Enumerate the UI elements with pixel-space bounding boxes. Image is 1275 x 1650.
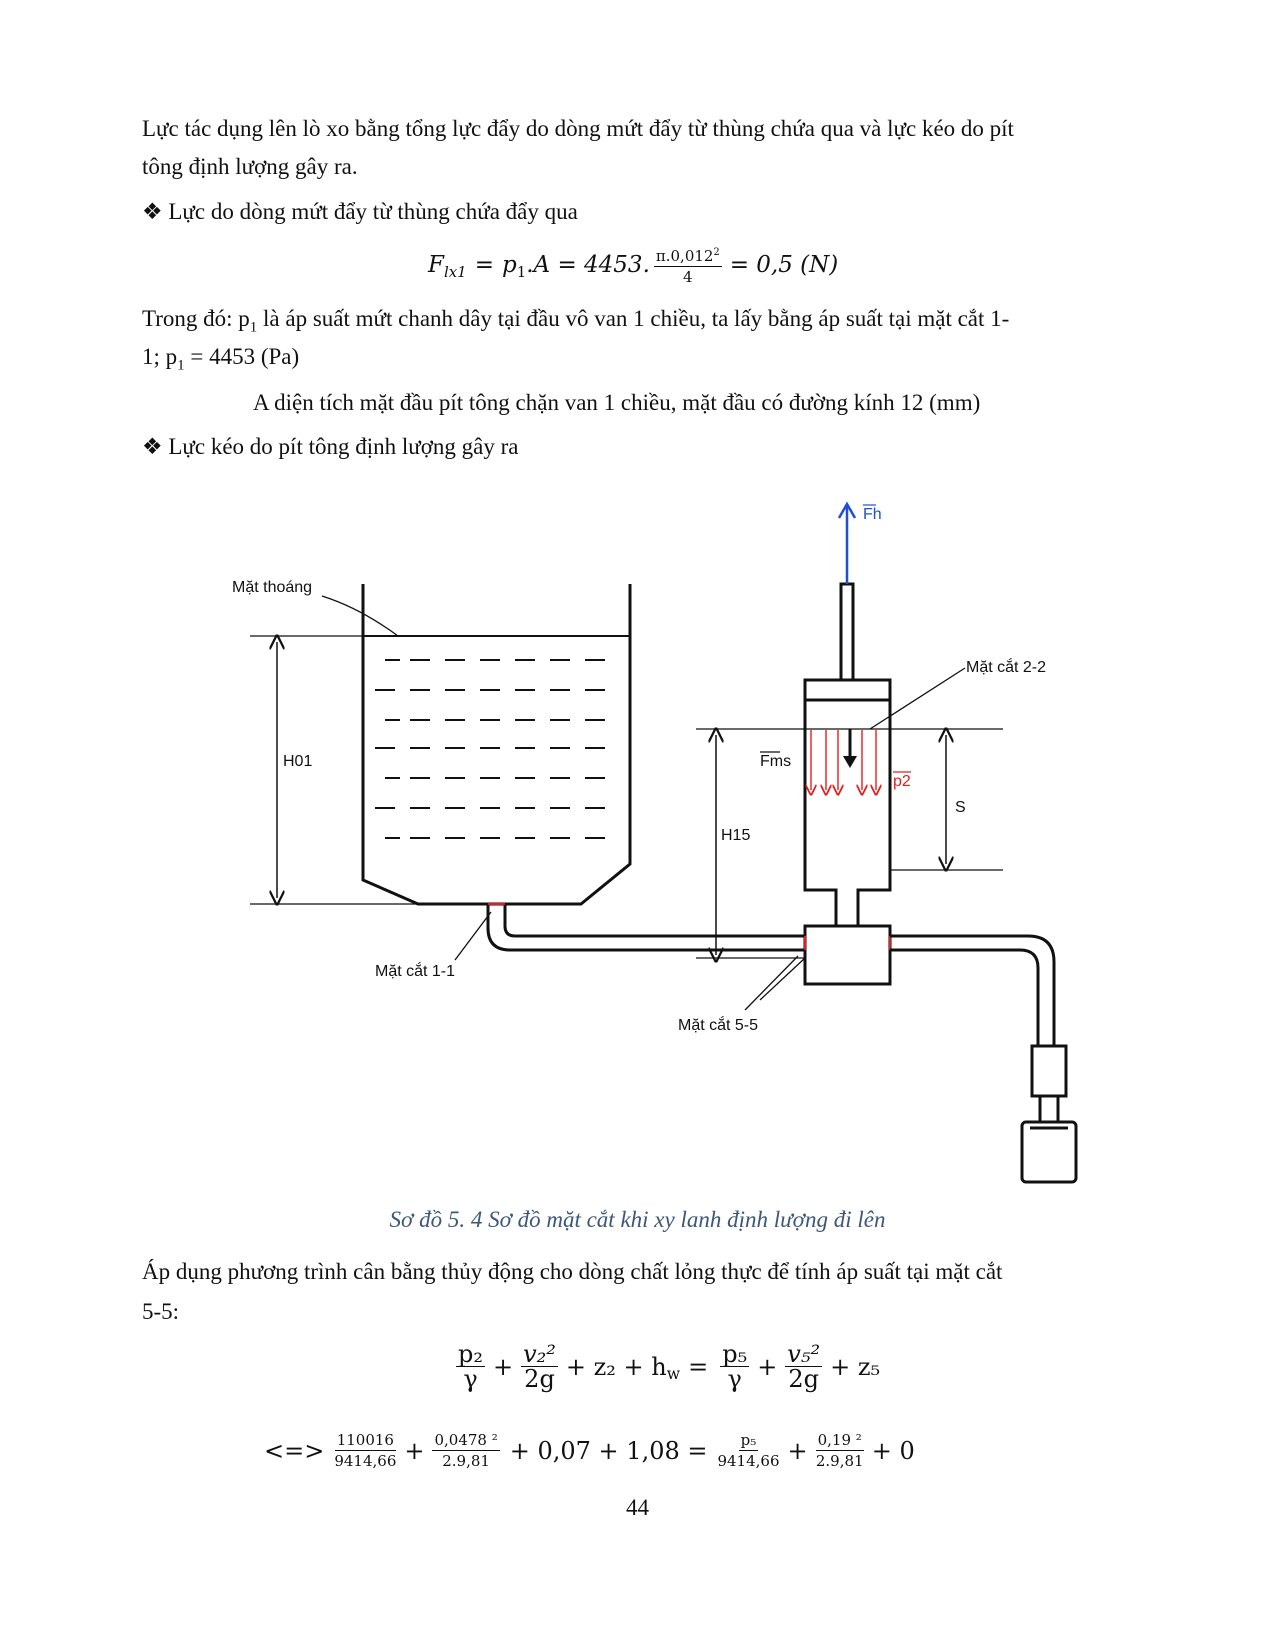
- eq-fraction: $\frac{\text{v₅²}}{2g}$: [787, 1340, 821, 1393]
- piston: [805, 680, 890, 700]
- eq-subscript: 1: [516, 263, 527, 281]
- liquid-fill: [375, 660, 605, 838]
- eq-term: .A = 4453.: [526, 252, 650, 278]
- eq-fraction: $\frac{\pi.0,012^2}{4}$: [654, 243, 722, 287]
- pipe-outer: [488, 904, 805, 950]
- paragraph-line: 1; $p_1 = 4453$ (Pa): [142, 344, 300, 374]
- eq-fraction: $\frac{\text{p₅}}{\gamma}$: [722, 1340, 748, 1393]
- diamond-bullet-icon: ❖: [142, 434, 163, 459]
- bullet-text: Lực do dòng mứt đẩy từ thùng chứa đẩy qua: [168, 199, 578, 224]
- eq-fraction: $\frac{\text{0,19 ²}}{2.9,81}$: [815, 1431, 864, 1470]
- label-fh: Fh: [863, 506, 882, 523]
- label-fms: Fms: [760, 753, 792, 770]
- paragraph-line: Lực tác dụng lên lò xo bằng tổng lực đẩy do dòng mứt đẩy từ thùng chứa qua và lực kéo do pít: [142, 116, 1014, 141]
- tank-outline: [363, 584, 630, 904]
- nozzle-body: [1032, 1046, 1066, 1096]
- piston-rod: [841, 584, 853, 680]
- paragraph-line: Áp dụng phương trình cân bằng thủy động cho dòng chất lỏng thực để tính áp suất tại mặt cắt: [142, 1259, 1003, 1284]
- label-h15: H15: [721, 827, 751, 844]
- paragraph-line: 5-5:: [142, 1299, 180, 1324]
- pipe-inner: [505, 904, 805, 936]
- label-cut-1-1: Mặt cắt 1-1: [375, 963, 456, 980]
- paragraph-line: tông định lượng gây ra.: [142, 154, 358, 179]
- eq-operator: =: [474, 252, 494, 278]
- eq-fraction: $\frac{\text{p₂}}{\gamma}$: [458, 1340, 483, 1393]
- pressure-arrows: [811, 730, 876, 790]
- label-p2: p2: [893, 773, 911, 790]
- container: [1022, 1122, 1076, 1182]
- eq-fraction: $\frac{110016}{9414,66}$: [334, 1431, 397, 1470]
- equation-bernoulli: $\frac{\text{p₂}}{\gamma}$ + $\frac{\text{v₂²}}{2g}$ + z₂ + h $_w$ = $\frac{\text{p₅}}{\gamma}$ + $\frac{\text{v₅²}}{2g}$ + z₅: [458, 1340, 881, 1393]
- eq-subscript: lx1: [443, 263, 467, 281]
- eq-symbol: p: [501, 252, 517, 278]
- pipe-right-outer: [890, 950, 1038, 1046]
- label-h01: H01: [283, 753, 313, 770]
- label-s: S: [955, 799, 966, 816]
- paragraph-line: A diện tích mặt đầu pít tông chặn van 1 chiều, mặt đầu có đường kính 12 (mm): [253, 390, 981, 415]
- label-mat-thoang: Mặt thoáng: [232, 579, 313, 596]
- eq-symbol: F: [428, 252, 444, 278]
- paragraph-line: Trong đó: $p_1$ là áp suất mứt chanh dây tại đầu vô van 1 chiều, ta lấy bằng áp suất tại mặt cắt 1-: [142, 306, 1010, 336]
- diamond-bullet-icon: ❖: [142, 199, 163, 224]
- figure-caption: Sơ đồ 5. 4 Sơ đồ mặt cắt khi xy lanh định lượng đi lên: [389, 1207, 886, 1232]
- page-number: 44: [626, 1495, 649, 1520]
- tee-body: [805, 926, 890, 984]
- label-cut-2-2: Mặt cắt 2-2: [966, 659, 1047, 676]
- eq-result: = 0,5 (N): [729, 252, 839, 278]
- eq-fraction: $\frac{\text{0,0478 ²}}{2.9,81}$: [434, 1431, 498, 1470]
- equation-substituted: <=> $\frac{110016}{9414,66}$ + $\frac{\text{0,0478 ²}}{2.9,81}$ + 0,07 + 1,08 = $\frac{\text{p₅}}{9414,66}$ + $\frac{\text{0,19 ²}}{2.9,81}$ + 0: [264, 1431, 915, 1470]
- label-cut-5-5: Mặt cắt 5-5: [678, 1017, 759, 1034]
- eq-fraction: $\frac{\text{p₅}}{9414,66}$: [717, 1431, 780, 1470]
- bullet-text: Lực kéo do pít tông định lượng gây ra: [168, 434, 519, 459]
- eq-fraction: $\frac{\text{v₂²}}{2g}$: [523, 1340, 556, 1393]
